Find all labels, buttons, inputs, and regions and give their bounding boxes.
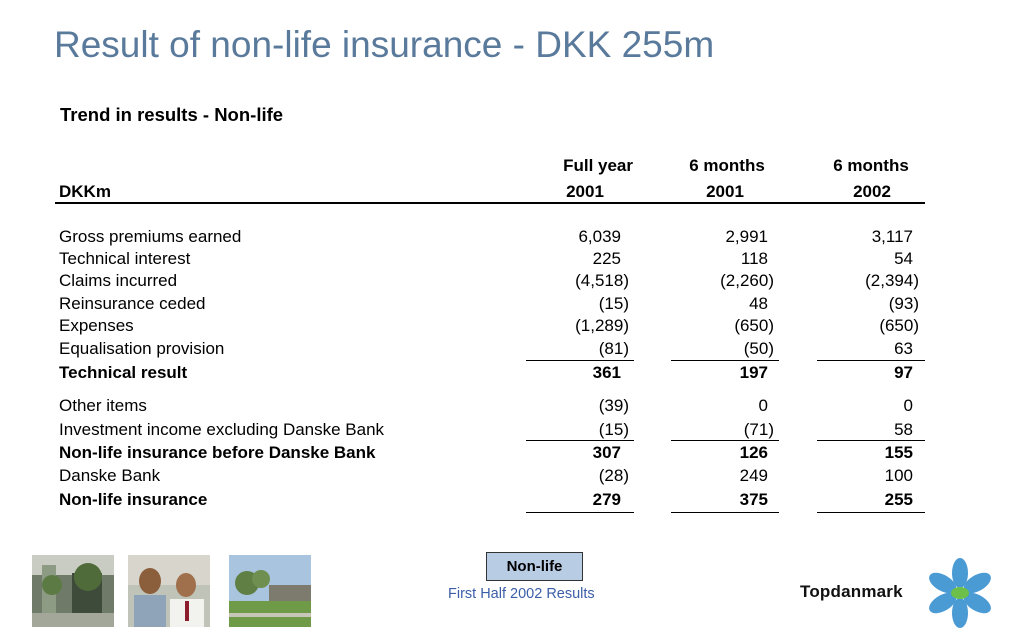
report-name: First Half 2002 Results (448, 586, 595, 602)
cell-value: (2,260) (720, 271, 774, 290)
col-header-fullyear-line2: 2001 (566, 182, 604, 201)
cell-value: (2,394) (865, 271, 919, 290)
row-label-nonlife-insurance: Non-life insurance (59, 490, 208, 509)
row-label-technical-interest: Technical interest (59, 249, 191, 268)
row-label-expenses: Expenses (59, 316, 134, 335)
subtotal-rule (671, 360, 779, 361)
cell-value: 58 (894, 420, 913, 439)
cell-value: 197 (739, 363, 768, 382)
cell-value: 225 (592, 249, 621, 268)
subtotal-rule (526, 440, 634, 441)
cell-value: (81) (598, 339, 629, 358)
cell-value: 118 (740, 249, 768, 268)
business-people-photo (128, 555, 210, 627)
col-header-6m2002-line2: 2002 (853, 182, 891, 201)
cell-value: 0 (758, 396, 768, 415)
cell-value: 97 (894, 363, 913, 382)
cell-value: (50) (743, 339, 774, 358)
cell-value: (1,289) (575, 316, 629, 335)
col-header-6m2001-line1: 6 months (689, 156, 765, 175)
cell-value: (39) (598, 396, 629, 415)
cell-value: (15) (598, 420, 629, 439)
col-header-fullyear-line1: Full year (563, 156, 633, 175)
col-header-6m2001-line2: 2001 (706, 182, 744, 201)
total-rule (526, 512, 634, 513)
cell-value: 255 (884, 490, 913, 509)
results-table (55, 0, 925, 633)
row-label-other-items: Other items (59, 396, 147, 415)
row-label-claims-incurred: Claims incurred (59, 271, 178, 290)
table-subtitle: Trend in results - Non-life (60, 104, 284, 125)
office-interior-photo (32, 555, 114, 627)
cell-value: (28) (598, 466, 629, 485)
cell-value: 0 (903, 396, 913, 415)
cell-value: (15) (598, 294, 629, 313)
subtotal-rule (526, 360, 634, 361)
cell-value: 307 (592, 443, 621, 462)
page-title: Result of non-life insurance - DKK 255m (54, 24, 715, 65)
subtotal-rule (671, 440, 779, 441)
cell-value: 279 (592, 490, 621, 509)
cell-value: (4,518) (575, 271, 629, 290)
cell-value: (650) (879, 316, 919, 335)
cell-value: 126 (739, 443, 768, 462)
cell-value: (71) (743, 420, 774, 439)
segment-badge: Non-life (486, 552, 583, 581)
cell-value: 155 (884, 443, 913, 462)
brand-name: Topdanmark (800, 582, 903, 601)
header-divider (55, 202, 925, 204)
row-label-nonlife-before-danske: Non-life insurance before Danske Bank (59, 443, 376, 462)
cell-value: 2,991 (725, 227, 768, 246)
cell-value: 48 (749, 294, 768, 313)
row-label-investment-income: Investment income excluding Danske Bank (59, 420, 385, 439)
row-label-equalisation-provision: Equalisation provision (59, 339, 225, 358)
row-label-reinsurance-ceded: Reinsurance ceded (59, 294, 206, 313)
topdanmark-flower-logo-icon (922, 558, 998, 628)
cell-value: (650) (734, 316, 774, 335)
subtotal-rule (817, 440, 925, 441)
row-label-technical-result: Technical result (59, 363, 188, 382)
cell-value: 6,039 (578, 227, 621, 246)
cell-value: 54 (894, 249, 913, 268)
building-exterior-photo (229, 555, 311, 627)
row-label-danske-bank: Danske Bank (59, 466, 161, 485)
cell-value: 375 (739, 490, 768, 509)
total-rule (671, 512, 779, 513)
cell-value: 63 (894, 339, 913, 358)
cell-value: 249 (739, 466, 768, 485)
subtotal-rule (817, 360, 925, 361)
cell-value: 361 (592, 363, 621, 382)
row-label-gross-premiums: Gross premiums earned (59, 227, 242, 246)
cell-value: (93) (888, 294, 919, 313)
cell-value: 100 (884, 466, 913, 485)
unit-label: DKKm (59, 182, 111, 201)
cell-value: 3,117 (871, 227, 913, 246)
total-rule (817, 512, 925, 513)
col-header-6m2002-line1: 6 months (833, 156, 909, 175)
